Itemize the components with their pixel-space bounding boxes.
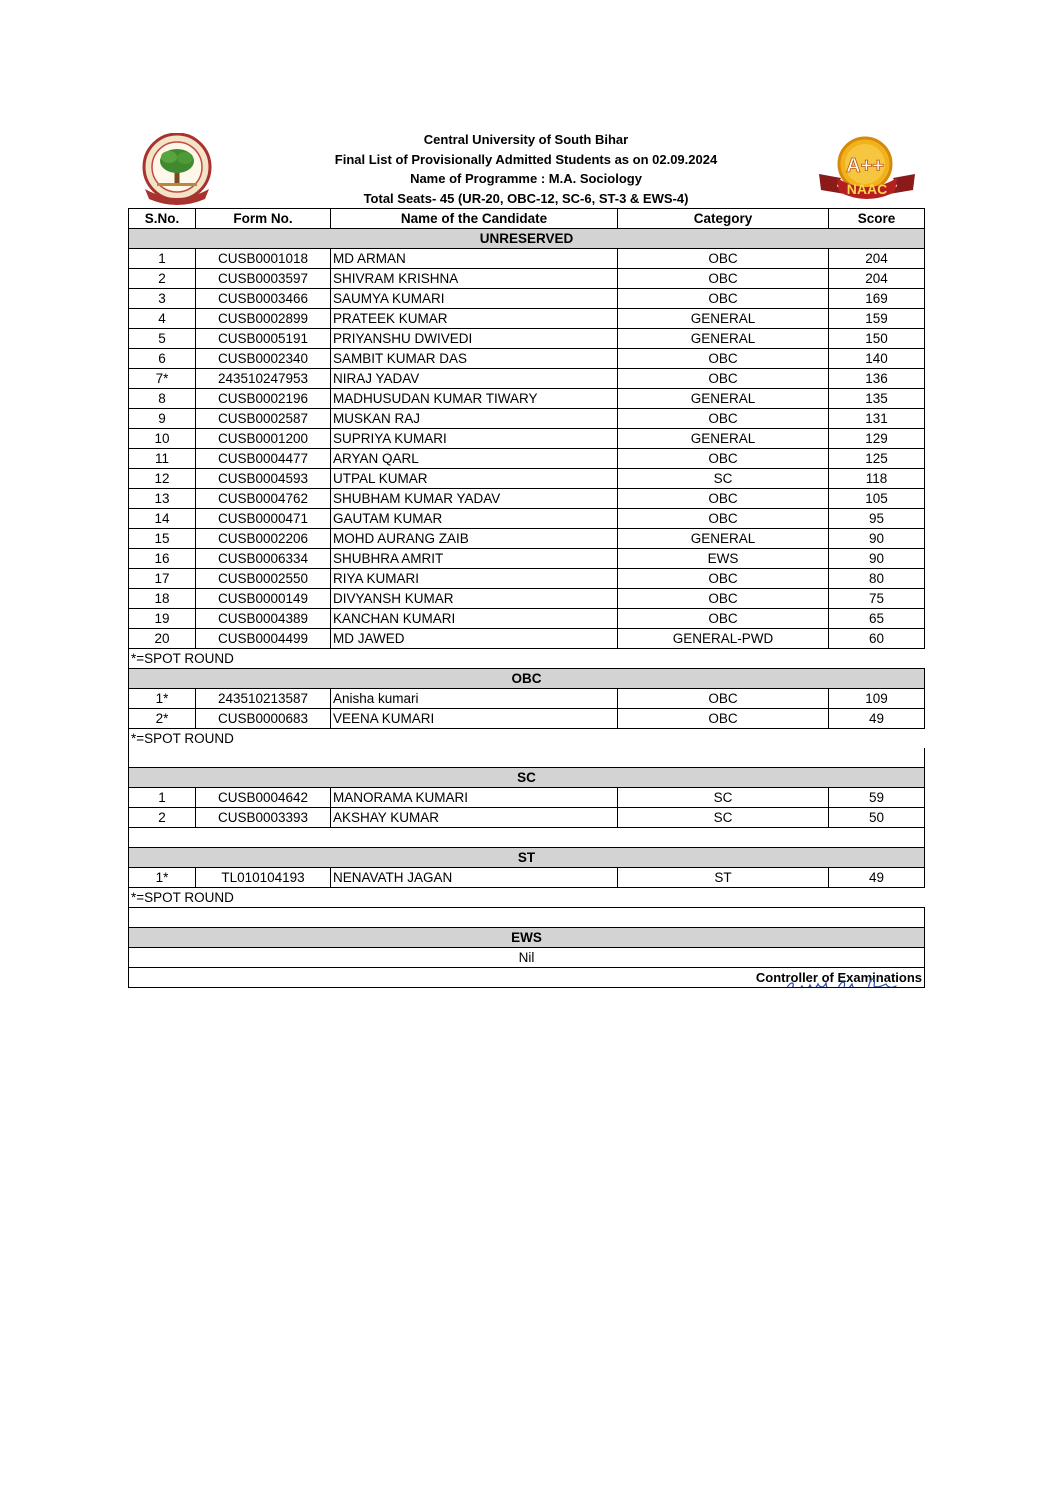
cell-category: OBC xyxy=(618,289,829,309)
cell-name: AKSHAY KUMAR xyxy=(331,808,618,828)
cell-sno: 2* xyxy=(129,709,196,729)
cell-form-no: CUSB0003597 xyxy=(196,269,331,289)
cell-form-no: 243510247953 xyxy=(196,369,331,389)
table-row xyxy=(129,689,925,709)
cell-sno: 16 xyxy=(129,549,196,569)
cell-sno: 18 xyxy=(129,589,196,609)
table-row xyxy=(129,429,925,449)
cell-sno: 17 xyxy=(129,569,196,589)
cell-name: SHUBHAM KUMAR YADAV xyxy=(331,489,618,509)
cell-category: OBC xyxy=(618,369,829,389)
cell-form-no: CUSB0004477 xyxy=(196,449,331,469)
cell-sno: 15 xyxy=(129,529,196,549)
cell-score: 95 xyxy=(829,509,925,529)
section-heading-row xyxy=(129,848,925,868)
section-title-sc: SC xyxy=(129,768,925,788)
cell-score: 49 xyxy=(829,868,925,888)
section-title-obc: OBC xyxy=(129,669,925,689)
cell-form-no: CUSB0004593 xyxy=(196,469,331,489)
cell-category: GENERAL xyxy=(618,529,829,549)
cell-sno: 10 xyxy=(129,429,196,449)
column-header-category: Category xyxy=(618,209,829,229)
spot-round-note-row xyxy=(129,888,925,908)
cell-category: SC xyxy=(618,808,829,828)
cell-sno: 20 xyxy=(129,629,196,649)
cell-sno: 1* xyxy=(129,689,196,709)
table-row xyxy=(129,329,925,349)
cell-score: 129 xyxy=(829,429,925,449)
naac-logo-icon xyxy=(815,134,919,204)
table-row xyxy=(129,549,925,569)
table-row xyxy=(129,529,925,549)
cell-form-no: CUSB0000683 xyxy=(196,709,331,729)
cell-score: 131 xyxy=(829,409,925,429)
nil-text: Nil xyxy=(129,948,925,968)
section-heading-row xyxy=(129,928,925,948)
spacer-cell xyxy=(129,828,925,848)
cell-sno: 6 xyxy=(129,349,196,369)
table-row xyxy=(129,409,925,429)
spacer-cell xyxy=(129,908,925,928)
cell-form-no: CUSB0002196 xyxy=(196,389,331,409)
cell-form-no: CUSB0004642 xyxy=(196,788,331,808)
cell-score: 135 xyxy=(829,389,925,409)
cell-form-no: CUSB0000471 xyxy=(196,509,331,529)
signature-cell xyxy=(129,968,925,988)
cell-form-no: 243510213587 xyxy=(196,689,331,709)
cell-sno: 19 xyxy=(129,609,196,629)
cell-category: GENERAL xyxy=(618,329,829,349)
cell-category: OBC xyxy=(618,709,829,729)
cell-name: Anisha kumari xyxy=(331,689,618,709)
column-header-name: Name of the Candidate xyxy=(331,209,618,229)
programme-name: Name of Programme : M.A. Sociology xyxy=(410,171,642,186)
spacer-cell xyxy=(129,748,925,768)
section-heading-row xyxy=(129,669,925,689)
cell-score: 204 xyxy=(829,269,925,289)
cell-form-no: CUSB0000149 xyxy=(196,589,331,609)
cell-category: GENERAL xyxy=(618,429,829,449)
cell-sno: 2 xyxy=(129,269,196,289)
cell-sno: 3 xyxy=(129,289,196,309)
cell-name: SHUBHRA AMRIT xyxy=(331,549,618,569)
table-row xyxy=(129,808,925,828)
cell-name: MANORAMA KUMARI xyxy=(331,788,618,808)
handwritten-signature xyxy=(782,970,902,988)
cell-name: ARYAN QARL xyxy=(331,449,618,469)
cell-category: OBC xyxy=(618,589,829,609)
cell-name: RIYA KUMARI xyxy=(331,569,618,589)
cell-form-no: CUSB0002587 xyxy=(196,409,331,429)
cell-sno: 8 xyxy=(129,389,196,409)
list-title: Final List of Provisionally Admitted Students as on 02.09.2024 xyxy=(334,151,718,167)
cell-category: EWS xyxy=(618,549,829,569)
cell-score: 150 xyxy=(829,329,925,349)
spacer-row xyxy=(129,748,925,768)
naac-label: NAAC xyxy=(846,181,888,197)
cell-score: 75 xyxy=(829,589,925,609)
cell-sno: 14 xyxy=(129,509,196,529)
table-row xyxy=(129,289,925,309)
cell-form-no: CUSB0002340 xyxy=(196,349,331,369)
cell-score: 125 xyxy=(829,449,925,469)
section-title-ews: EWS xyxy=(129,928,925,948)
cell-sno: 5 xyxy=(129,329,196,349)
cell-category: OBC xyxy=(618,249,829,269)
cell-name: PRIYANSHU DWIVEDI xyxy=(331,329,618,349)
university-name: Central University of South Bihar xyxy=(423,132,629,147)
cell-name: SAUMYA KUMARI xyxy=(331,289,618,309)
cell-form-no: CUSB0002206 xyxy=(196,529,331,549)
cell-score: 65 xyxy=(829,609,925,629)
cell-category: OBC xyxy=(618,409,829,429)
cell-category: GENERAL xyxy=(618,309,829,329)
cell-category: OBC xyxy=(618,569,829,589)
cell-sno: 9 xyxy=(129,409,196,429)
cell-category: OBC xyxy=(618,689,829,709)
cell-score: 90 xyxy=(829,549,925,569)
spot-round-note-row xyxy=(129,729,925,749)
spacer-row xyxy=(129,908,925,928)
cell-form-no: CUSB0004389 xyxy=(196,609,331,629)
cell-name: MUSKAN RAJ xyxy=(331,409,618,429)
cell-score: 159 xyxy=(829,309,925,329)
cell-category: OBC xyxy=(618,269,829,289)
table-row xyxy=(129,509,925,529)
cell-sno: 1* xyxy=(129,868,196,888)
cell-score: 140 xyxy=(829,349,925,369)
cell-category: GENERAL xyxy=(618,389,829,409)
cell-name: NIRAJ YADAV xyxy=(331,369,618,389)
spot-round-note: *=SPOT ROUND xyxy=(129,729,925,749)
cell-score: 90 xyxy=(829,529,925,549)
table-row xyxy=(129,249,925,269)
cell-sno: 7* xyxy=(129,369,196,389)
table-row xyxy=(129,309,925,329)
column-header-sno: S.No. xyxy=(129,209,196,229)
cell-sno: 4 xyxy=(129,309,196,329)
cell-category: OBC xyxy=(618,489,829,509)
cell-score: 109 xyxy=(829,689,925,709)
total-seats: Total Seats- 45 (UR-20, OBC-12, SC-6, ST-3 & EWS-4) xyxy=(363,190,689,206)
document-header xyxy=(129,128,923,208)
cell-score: 50 xyxy=(829,808,925,828)
cell-sno: 1 xyxy=(129,788,196,808)
spot-round-note-row xyxy=(129,649,925,669)
cell-form-no: CUSB0004762 xyxy=(196,489,331,509)
cell-score: 60 xyxy=(829,629,925,649)
cell-sno: 2 xyxy=(129,808,196,828)
cell-category: SC xyxy=(618,788,829,808)
column-header-score: Score xyxy=(829,209,925,229)
table-row xyxy=(129,449,925,469)
table-row xyxy=(129,629,925,649)
table-row xyxy=(129,788,925,808)
cell-score: 118 xyxy=(829,469,925,489)
nil-row xyxy=(129,948,925,968)
spacer-row xyxy=(129,828,925,848)
table-body xyxy=(129,229,925,988)
spot-round-note: *=SPOT ROUND xyxy=(129,649,925,669)
column-header-form-no: Form No. xyxy=(196,209,331,229)
cell-sno: 12 xyxy=(129,469,196,489)
table-row xyxy=(129,389,925,409)
cell-category: OBC xyxy=(618,509,829,529)
table-row xyxy=(129,269,925,289)
cell-form-no: CUSB0005191 xyxy=(196,329,331,349)
admission-table xyxy=(128,208,925,988)
cell-form-no: CUSB0001200 xyxy=(196,429,331,449)
cell-sno: 11 xyxy=(129,449,196,469)
table-row xyxy=(129,709,925,729)
cell-name: MADHUSUDAN KUMAR TIWARY xyxy=(331,389,618,409)
table-row xyxy=(129,868,925,888)
table-row xyxy=(129,469,925,489)
table-row xyxy=(129,489,925,509)
cell-name: PRATEEK KUMAR xyxy=(331,309,618,329)
cell-score: 105 xyxy=(829,489,925,509)
table-row xyxy=(129,569,925,589)
cell-category: OBC xyxy=(618,609,829,629)
cell-form-no: CUSB0003393 xyxy=(196,808,331,828)
table-row xyxy=(129,609,925,629)
cell-name: VEENA KUMARI xyxy=(331,709,618,729)
cell-name: MD ARMAN xyxy=(331,249,618,269)
cell-sno: 13 xyxy=(129,489,196,509)
cell-score: 49 xyxy=(829,709,925,729)
naac-grade: A++ xyxy=(846,155,884,177)
spot-round-note: *=SPOT ROUND xyxy=(129,888,925,908)
cell-name: MOHD AURANG ZAIB xyxy=(331,529,618,549)
cell-category: GENERAL-PWD xyxy=(618,629,829,649)
cell-sno: 1 xyxy=(129,249,196,269)
cell-category: SC xyxy=(618,469,829,489)
table-row xyxy=(129,349,925,369)
cell-score: 136 xyxy=(829,369,925,389)
table-row xyxy=(129,589,925,609)
cell-category: ST xyxy=(618,868,829,888)
section-title-unreserved: UNRESERVED xyxy=(129,229,925,249)
section-title-st: ST xyxy=(129,848,925,868)
cell-name: GAUTAM KUMAR xyxy=(331,509,618,529)
cell-name: MD JAWED xyxy=(331,629,618,649)
cell-category: OBC xyxy=(618,449,829,469)
cell-score: 80 xyxy=(829,569,925,589)
cell-score: 204 xyxy=(829,249,925,269)
signatory-title: Controller of Examinations xyxy=(755,970,922,985)
cell-form-no: CUSB0002899 xyxy=(196,309,331,329)
cell-name: UTPAL KUMAR xyxy=(331,469,618,489)
signature-row xyxy=(129,968,925,988)
cell-score: 169 xyxy=(829,289,925,309)
cell-name: SAMBIT KUMAR DAS xyxy=(331,349,618,369)
cell-score: 59 xyxy=(829,788,925,808)
cell-name: SUPRIYA KUMARI xyxy=(331,429,618,449)
cell-form-no: CUSB0001018 xyxy=(196,249,331,269)
cell-name: NENAVATH JAGAN xyxy=(331,868,618,888)
cell-form-no: TL010104193 xyxy=(196,868,331,888)
cell-form-no: CUSB0003466 xyxy=(196,289,331,309)
cell-category: OBC xyxy=(618,349,829,369)
section-heading-row xyxy=(129,229,925,249)
section-heading-row xyxy=(129,768,925,788)
cell-form-no: CUSB0004499 xyxy=(196,629,331,649)
cell-form-no: CUSB0006334 xyxy=(196,549,331,569)
table-row xyxy=(129,369,925,389)
cell-name: SHIVRAM KRISHNA xyxy=(331,269,618,289)
cell-name: KANCHAN KUMARI xyxy=(331,609,618,629)
cell-name: DIVYANSH KUMAR xyxy=(331,589,618,609)
cell-form-no: CUSB0002550 xyxy=(196,569,331,589)
table-header-row xyxy=(129,209,925,229)
